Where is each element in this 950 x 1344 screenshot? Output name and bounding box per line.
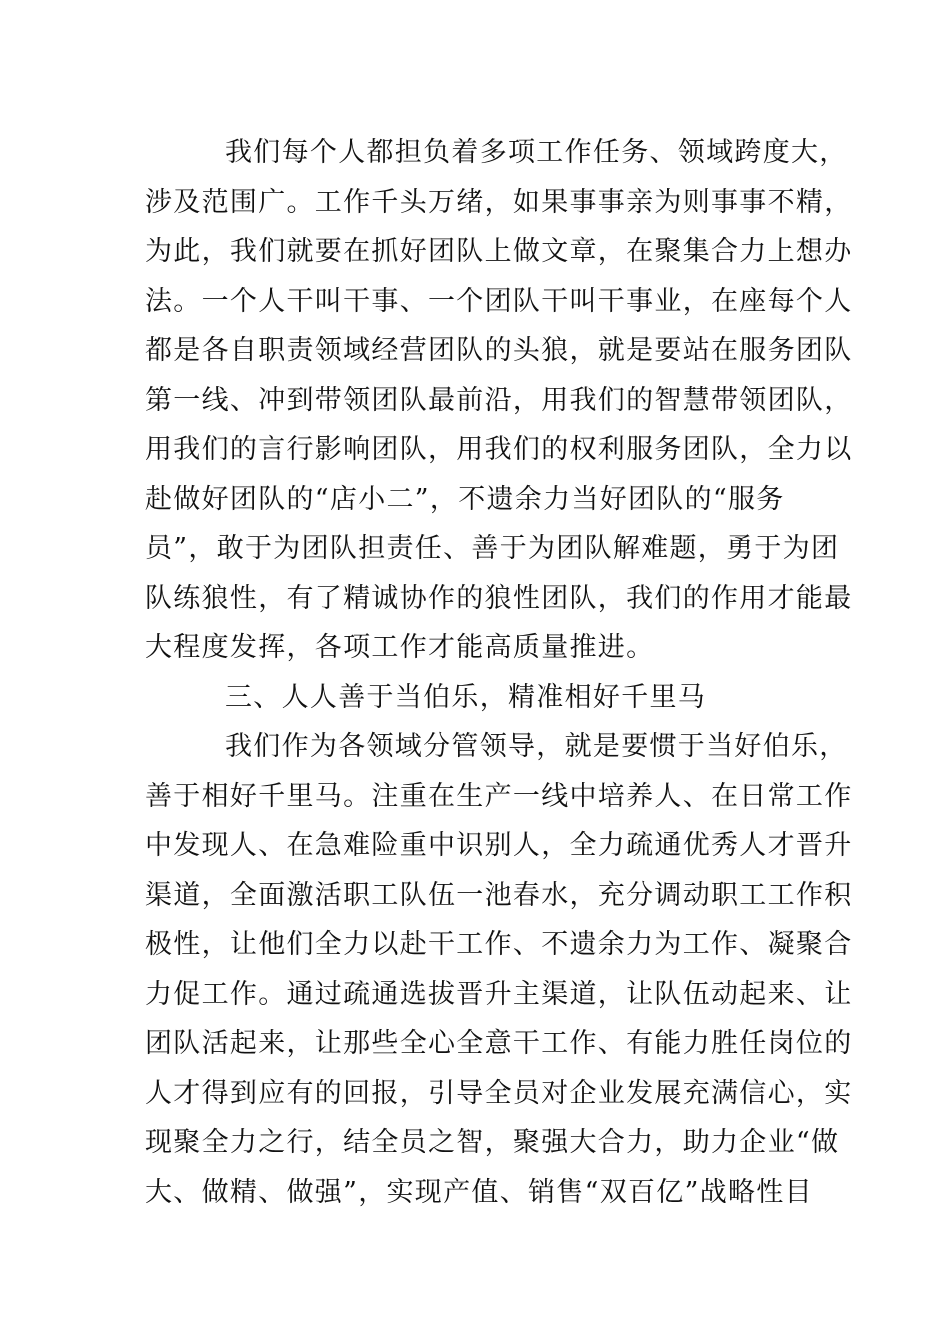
text-line: 都是各自职责领域经营团队的头狼，就是要站在服务团队 (145, 335, 853, 366)
text-line: 现聚全力之行，结全员之智，聚强大合力，助力企业“做 (145, 1127, 840, 1158)
text-line: 大、做精、做强”，实现产值、销售“双百亿”战略性目 (145, 1176, 813, 1208)
body-text (145, 128, 853, 1217)
text-line: 大程度发挥，各项工作才能高质量推进。 (145, 632, 655, 663)
text-line: 队练狼性，有了精诚协作的狼性团队，我们的作用才能最 (145, 582, 853, 614)
text-line: 我们作为各领域分管领导，就是要惯于当好伯乐， (225, 731, 848, 762)
paragraph-2 (145, 722, 853, 1217)
paragraph-1 (145, 128, 853, 673)
text-line: 力促工作。通过疏通选拔晋升主渠道，让队伍动起来、让 (145, 978, 853, 1010)
text-line: 赴做好团队的“店小二”，不遗余力当好团队的“服务 (145, 483, 785, 515)
text-line: 用我们的言行影响团队，用我们的权利服务团队，全力以 (145, 434, 853, 465)
text-line: 员”，敢于为团队担责任、善于为团队解难题，勇于为团 (145, 533, 840, 564)
text-line: 善于相好千里马。注重在生产一线中培养人、在日常工作 (145, 780, 853, 812)
text-line: 极性，让他们全力以赴干工作、不遗余力为工作、凝聚合 (145, 929, 853, 960)
text-line: 渠道，全面激活职工队伍一池春水，充分调动职工工作积 (145, 879, 853, 911)
text-line: 涉及范围广。工作千头万绪，如果事事亲为则事事不精， (145, 186, 853, 218)
text-line: 法。一个人干叫干事、一个团队干叫干事业，在座每个人 (145, 285, 853, 317)
text-line: 人才得到应有的回报，引导全员对企业发展充满信心，实 (145, 1077, 853, 1109)
text-line: 中发现人、在急难险重中识别人，全力疏通优秀人才晋升 (145, 830, 853, 861)
text-line: 为此，我们就要在抓好团队上做文章，在聚集合力上想办 (145, 236, 853, 267)
text-line: 我们每个人都担负着多项工作任务、领域跨度大， (225, 137, 848, 168)
text-line: 团队活起来，让那些全心全意干工作、有能力胜任岗位的 (145, 1028, 853, 1059)
text-line: 第一线、冲到带领团队最前沿，用我们的智慧带领团队， (145, 384, 853, 416)
section-heading: 三、人人善于当伯乐，精准相好千里马 (225, 681, 707, 713)
